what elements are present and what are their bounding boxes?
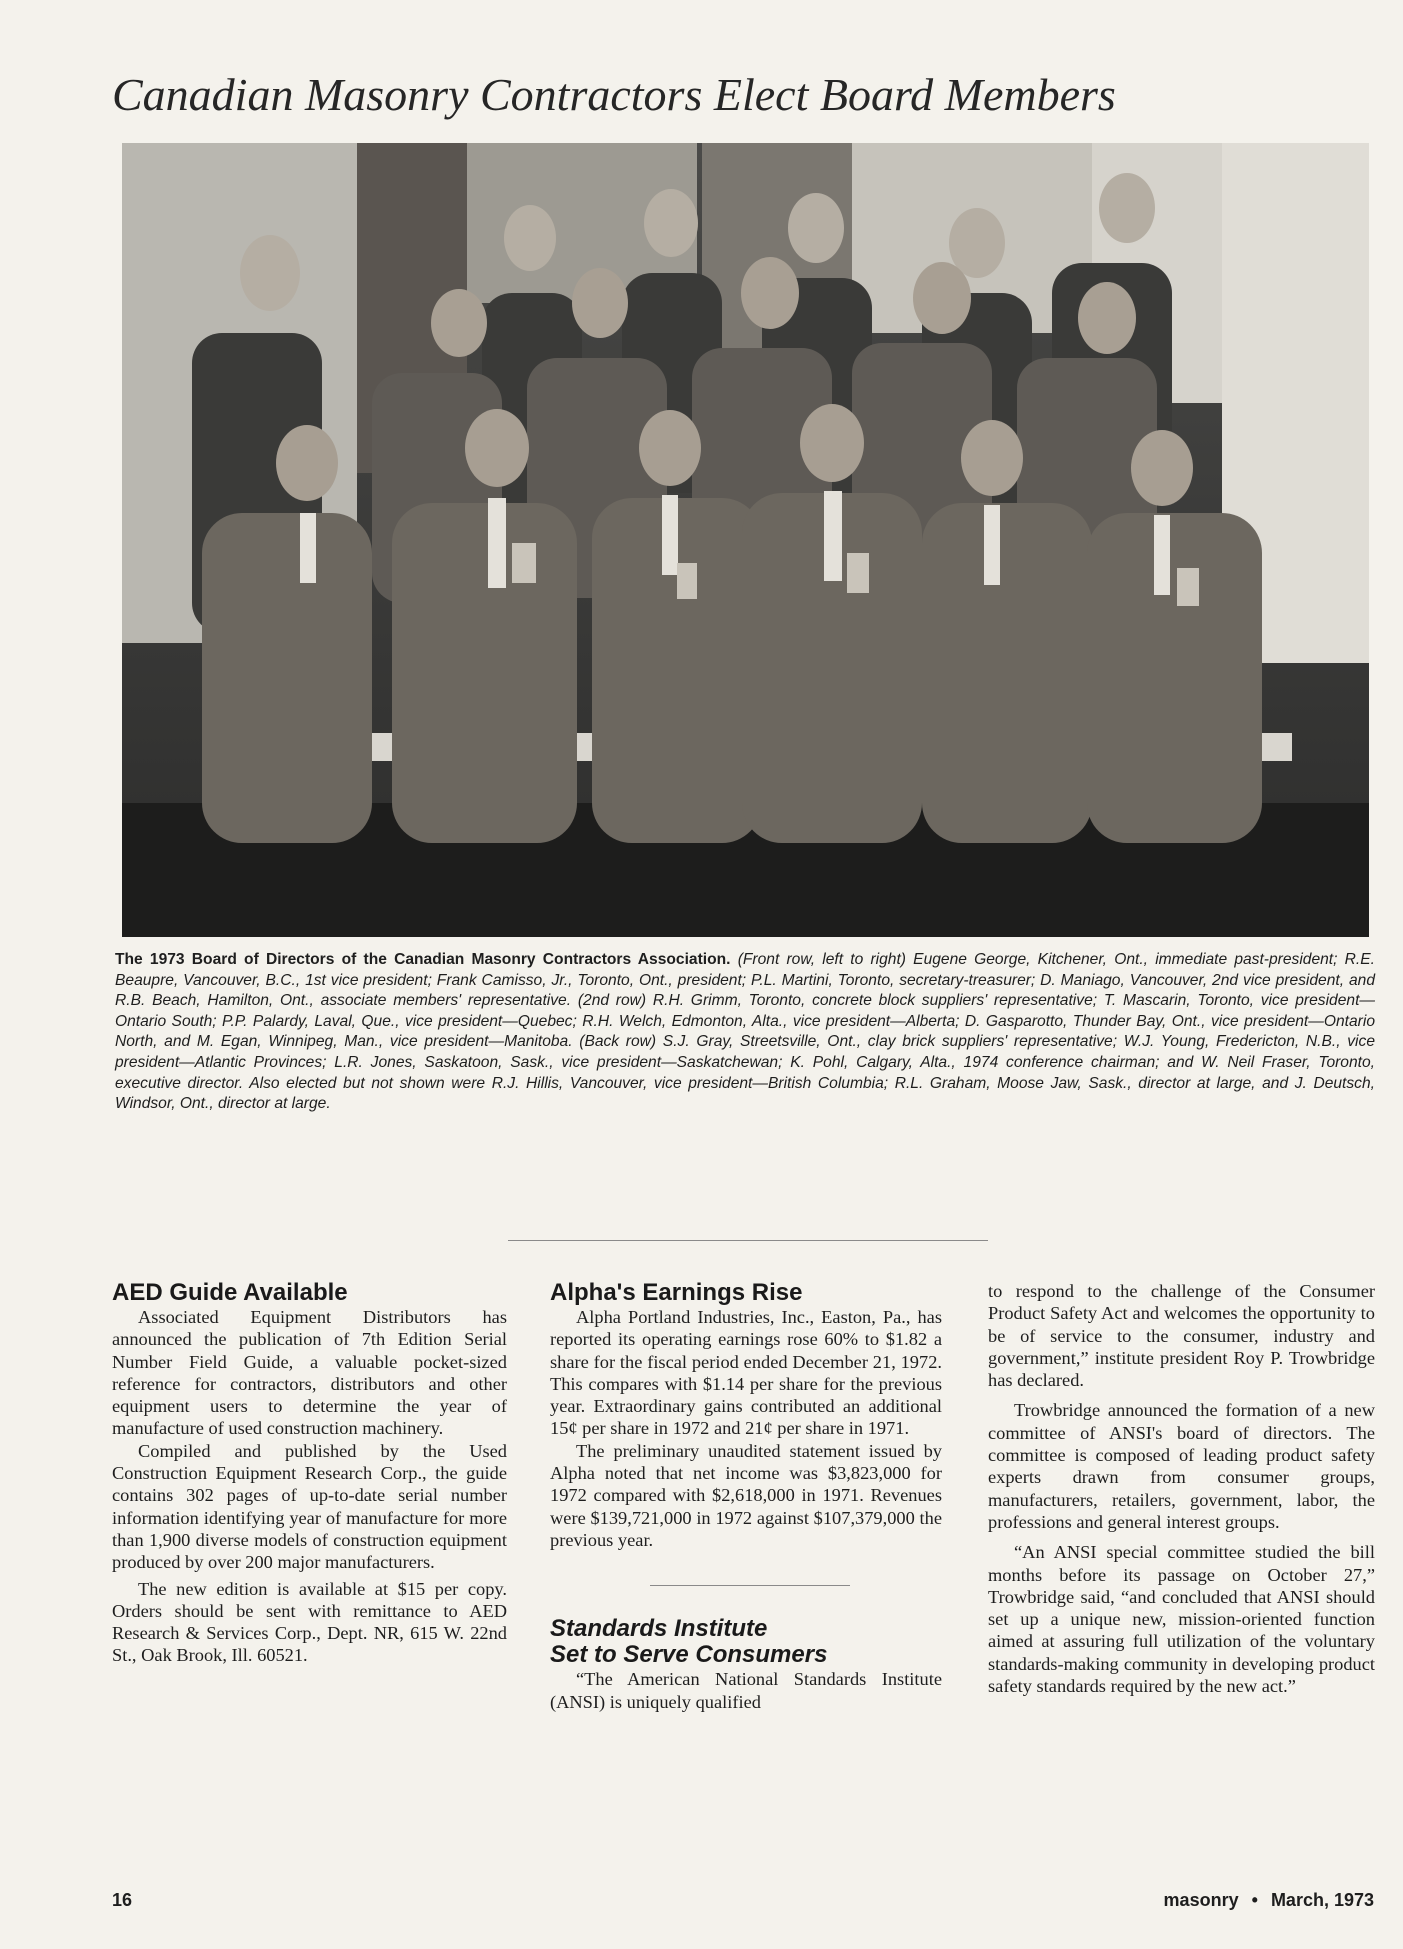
ansi-paragraph-3: “An ANSI special committee studied the bill months before its passage on October 27,” Trowbridge said, “and concluded that ANSI should set up a unique new, mission-oriented function aimed at assuring full utilization of the voluntary standards-making community in developing product safety standards required by the new act.” [988,1542,1375,1697]
article-separator [650,1585,850,1586]
alpha-title: Alpha's Earnings Rise [550,1279,803,1306]
alpha-paragraph-1: Alpha Portland Industries, Inc., Easton, Pa., has reported its operating earnings rose 60% to $1.82 a share for the fiscal period ended December 21, 1972. This compares with $1.14 per share for the previous year. Extraordinary gains contributed an additional 15¢ per share in 1972 and 21¢ per share in 1971. [550,1307,942,1439]
publication-name: masonry [1163,1890,1239,1910]
issue-date: March, 1973 [1270,1890,1374,1910]
ansi-paragraph-2: Trowbridge announced the formation of a new committee of ANSI's board of directors. The committee is composed of leading product safety experts drawn from consumer groups, manufacturers, retailers, government, labor, the professions and general interest groups. [988,1400,1375,1532]
aed-title: AED Guide Available [112,1279,348,1306]
footer-bullet: • [1251,1890,1258,1910]
caption-lead: The 1973 Board of Directors of the Canadian Masonry Contractors Association. [115,951,731,968]
article-alpha [550,1280,942,1713]
ansi-paragraph-1-continued: to respond to the challenge of the Consumer Product Safety Act and welcomes the opportunity to be of service to the consumer, industry and government,” institute president Roy P. Trowbridge has declared. [988,1281,1375,1391]
board-group-photo [122,143,1369,937]
page-number: 16 [112,1890,133,1910]
aed-paragraph-2: Compiled and published by the Used Construction Equipment Research Corp., the guide contains 302 pages of up-to-date serial number information identifying year of manufacture for more than 1,900 diverse models of construction equipment produced by over 200 major manufacturers. [112,1440,507,1573]
running-footer [1094,1890,1374,1911]
ansi-paragraph-1: “The American National Standards Institute (ANSI) is uniquely qualified [550,1669,942,1712]
article-ansi-continued [988,1280,1375,1697]
aed-paragraph-1: Associated Equipment Distributors has announced the publication of 7th Edition Serial Number Field Guide, a valuable pocket-sized reference for contractors, distributors and other equipment users to determine the year of manufacture of used construction machinery. [112,1307,507,1439]
aed-paragraph-3: The new edition is available at $15 per copy. Orders should be sent with remittance to AED Research & Services Corp., Dept. NR, 615 W. 22nd St., Oak Brook, Ill. 60521. [112,1578,507,1666]
photo-caption [115,950,1375,1115]
article-aed [112,1280,507,1667]
alpha-paragraph-2: The preliminary unaudited statement issued by Alpha noted that net income was $3,823,000 for 1972 compared with $2,618,000 in 1971. Revenues were $139,721,000 in 1972 against $107,379,000 the previous year. [550,1440,942,1550]
caption-body: (Front row, left to right) Eugene George, Kitchener, Ont., immediate past-president; R.E. Beaupre, Vancouver, B.C., 1st vice president; Frank Camisso, Jr., Toronto, Ont., president; P.L. Martini, Toronto, secretary-treasurer; D. Maniago, Vancouver, 2nd vice president, and R.B. Beach, Hamilton, Ont., associate members' representative. (2nd row) R.H. Grimm, Toronto, concrete block suppliers' representative; T. Mascarin, Toronto, vice president—Ontario South; P.P. Palardy, Laval, Que., vice president—Quebec; R.H. Welch, Edmonton, Alta., vice president—Alberta; D. Gasparotto, Thunder Bay, Ont., vice president—Ontario North, and M. Egan, Winnipeg, Man., vice president—Manitoba. (Back row) S.J. Gray, Streetsville, Ont., clay brick suppliers' representative; W.J. Young, Fredericton, N.B., vice president—Atlantic Provinces; L.R. Jones, Saskatoon, Sask., vice president—Saskatchewan; K. Pohl, Calgary, Alta., 1974 conference chairman; and W. Neil Fraser, Toronto, executive director. Also elected but not shown were R.J. Hillis, Vancouver, vice president—British Columbia; R.L. Graham, Moose Jaw, Sask., director at large, and J. Deutsch, Windsor, Ont., director at large. [115,951,1375,1113]
ansi-title-line-2: Set to Serve Consumers [550,1641,828,1669]
divider [508,1240,988,1241]
headline: Canadian Masonry Contractors Elect Board Members [112,69,1116,120]
ansi-title-line-1: Standards Institute [550,1615,768,1643]
